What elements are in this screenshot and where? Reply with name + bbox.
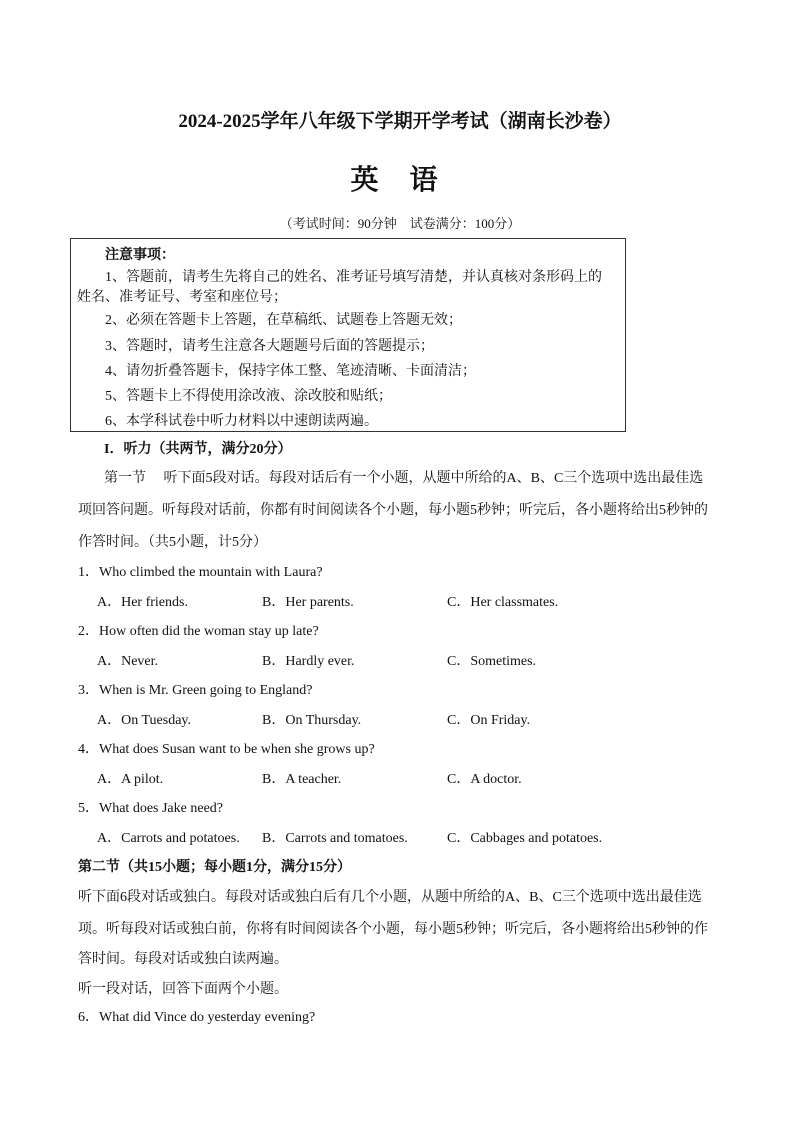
section2-line: 项。听每段对话或独白前，你将有时间阅读各个小题，每小题5秒钟；听完后，各小题将给出5秒钟的作 xyxy=(78,922,708,937)
option-b: B．A teacher. xyxy=(262,772,342,787)
notice-line: 4、请勿折叠答题卡，保持字体工整、笔迹清晰、卡面清洁； xyxy=(105,364,476,379)
option-b: B．On Thursday. xyxy=(262,713,362,728)
section2-line: 答时间。每段对话或独白读两遍。 xyxy=(78,952,288,967)
notice-title: 注意事项： xyxy=(105,248,175,263)
notice-line: 姓名、准考证号、考室和座位号； xyxy=(77,290,287,305)
option-a: A．Carrots and potatoes. xyxy=(97,831,240,846)
option-c: C．Her classmates. xyxy=(447,595,559,610)
dialogue-intro: 听一段对话，回答下面两个小题。 xyxy=(78,982,288,997)
question: 5．What does Jake need? xyxy=(78,801,223,816)
section1-line: 作答时间。（共5小题，计5分） xyxy=(78,535,267,550)
question: 6．What did Vince do yesterday evening? xyxy=(78,1010,316,1025)
notice-line: 5、答题卡上不得使用涂改液、涂改胶和贴纸； xyxy=(105,389,392,404)
option-c: C．On Friday. xyxy=(447,713,531,728)
option-a: A．Never. xyxy=(97,654,159,669)
notice-line: 6、本学科试卷中听力材料以中速朗读两遍。 xyxy=(105,414,378,429)
exam-info: （考试时间：90分钟 试卷满分：100分） xyxy=(279,216,521,231)
section1-line: 项回答问题。听每段对话前，你都有时间阅读各个小题，每小题5秒钟；听完后，各小题将给出5秒钟的 xyxy=(78,503,708,518)
exam-title: 2024-2025学年八年级下学期开学考试（湖南长沙卷） xyxy=(178,111,622,132)
notice-line: 3、答题时，请考生注意各大题题号后面的答题提示； xyxy=(105,339,434,354)
question: 4．What does Susan want to be when she grows up? xyxy=(78,742,375,757)
option-c: C．Sometimes. xyxy=(447,654,537,669)
option-a: A．A pilot. xyxy=(97,772,164,787)
option-a: A．On Tuesday. xyxy=(97,713,191,728)
option-b: B．Hardly ever. xyxy=(262,654,355,669)
subject-title: 英 语 xyxy=(350,165,450,196)
question: 2．How often did the woman stay up late? xyxy=(78,624,319,639)
question: 1．Who climbed the mountain with Laura? xyxy=(78,565,323,580)
section2-heading: 第二节（共15小题；每小题1分，满分15分） xyxy=(78,860,351,875)
option-b: B．Her parents. xyxy=(262,595,354,610)
section1-line: 第一节 听下面5段对话。每段对话后有一个小题，从题中所给的A、B、C三个选项中选出最佳选 xyxy=(104,471,704,486)
section2-line: 听下面6段对话或独白。每段对话或独白后有几个小题，从题中所给的A、B、C三个选项中选出最佳选 xyxy=(78,890,702,905)
notice-box xyxy=(70,238,626,432)
option-a: A．Her friends. xyxy=(97,595,188,610)
notice-line: 1、答题前，请考生先将自己的姓名、准考证号填写清楚，并认真核对条形码上的 xyxy=(105,270,602,285)
question: 3．When is Mr. Green going to England? xyxy=(78,683,313,698)
option-c: C．Cabbages and potatoes. xyxy=(447,831,603,846)
option-c: C．A doctor. xyxy=(447,772,522,787)
part1-heading: I．听力（共两节，满分20分） xyxy=(104,442,292,457)
option-b: B．Carrots and tomatoes. xyxy=(262,831,408,846)
notice-line: 2、必须在答题卡上答题，在草稿纸、试题卷上答题无效； xyxy=(105,313,462,328)
